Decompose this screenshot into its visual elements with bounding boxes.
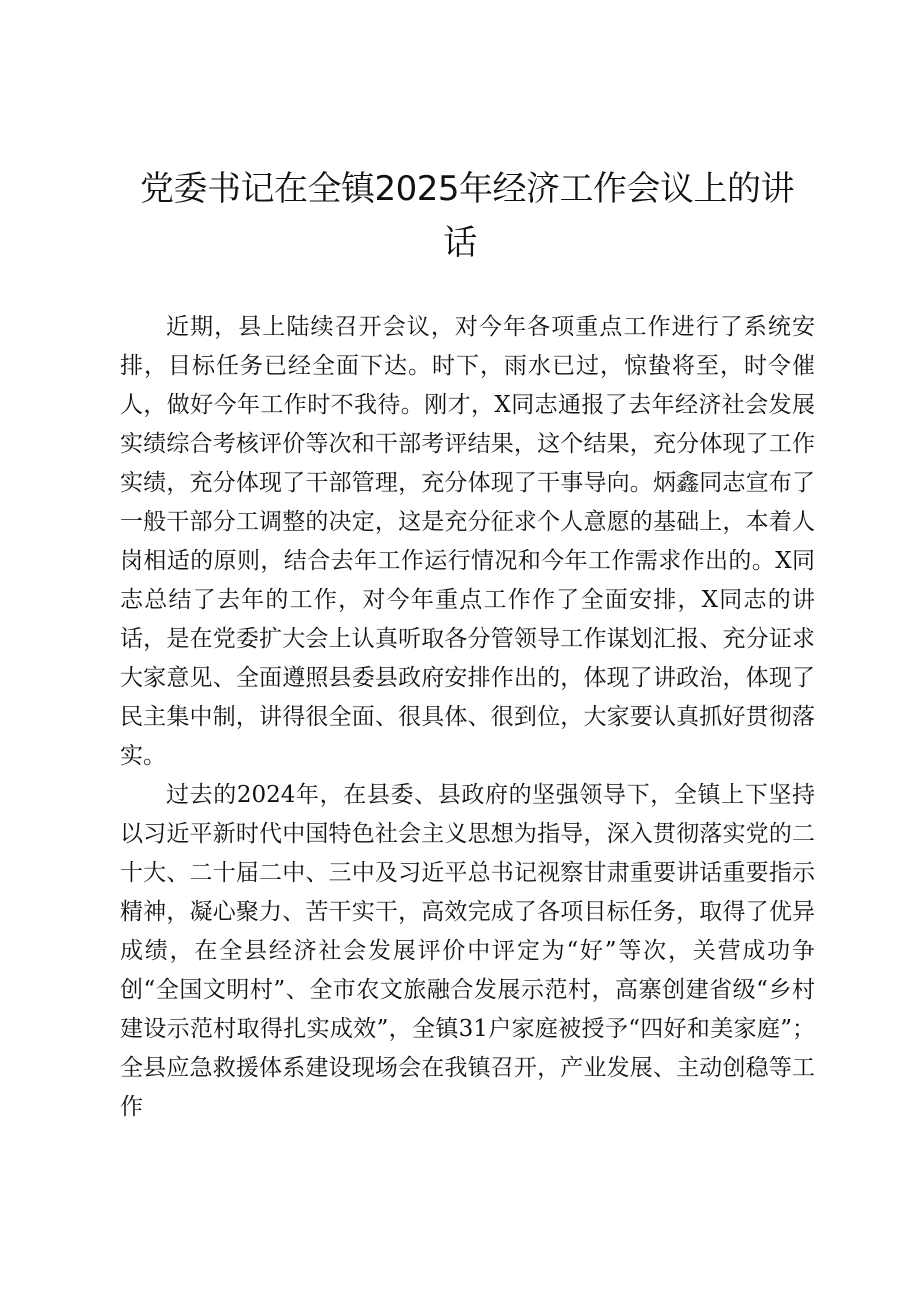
title-line-1: 党委书记在全镇2025年经济工作会议上的讲 (140, 169, 795, 209)
document-body (120, 308, 815, 1127)
document-title (140, 162, 795, 270)
paragraph-2: 过去的2024年，在县委、县政府的坚强领导下，全镇上下坚持以习近平新时代中国特色社会主义思想为指导，深入贯彻落实党的二十大、二十届二中、三中及习近平总书记视察甘肃重要讲话重要指示精神，凝心聚力、苦干实干，高效完成了各项目标任务，取得了优异成绩，在全县经济社会发展评价中评定为“好”等次，关营成功争创“全国文明村”、全市农文旅融合发展示范村，高寨创建省级“乡村建设示范村取得扎实成效”，全镇31户家庭被授予“四好和美家庭”；全县应急救援体系建设现场会在我镇召开，产业发展、主动创稳等工作 (120, 782, 815, 1120)
paragraph-1: 近期，县上陆续召开会议，对今年各项重点工作进行了系统安排，目标任务已经全面下达。时下，雨水已过，惊蛰将至，时令催人，做好今年工作时不我待。刚才，X同志通报了去年经济社会发展实绩综合考核评价等次和干部考评结果，这个结果，充分体现了工作实绩，充分体现了干部管理，充分体现了干事导向。炳鑫同志宣布了一般干部分工调整的决定，这是充分征求个人意愿的基础上，本着人岗相适的原则，结合去年工作运行情况和今年工作需求作出的。X同志总结了去年的工作，对今年重点工作作了全面安排，X同志的讲话，是在党委扩大会上认真听取各分管领导工作谋划汇报、充分证求大家意见、全面遵照县委县政府安排作出的，体现了讲政治，体现了民主集中制，讲得很全面、很具体、很到位，大家要认真抓好贯彻落实。 (120, 314, 815, 769)
title-line-2: 话 (443, 223, 477, 263)
